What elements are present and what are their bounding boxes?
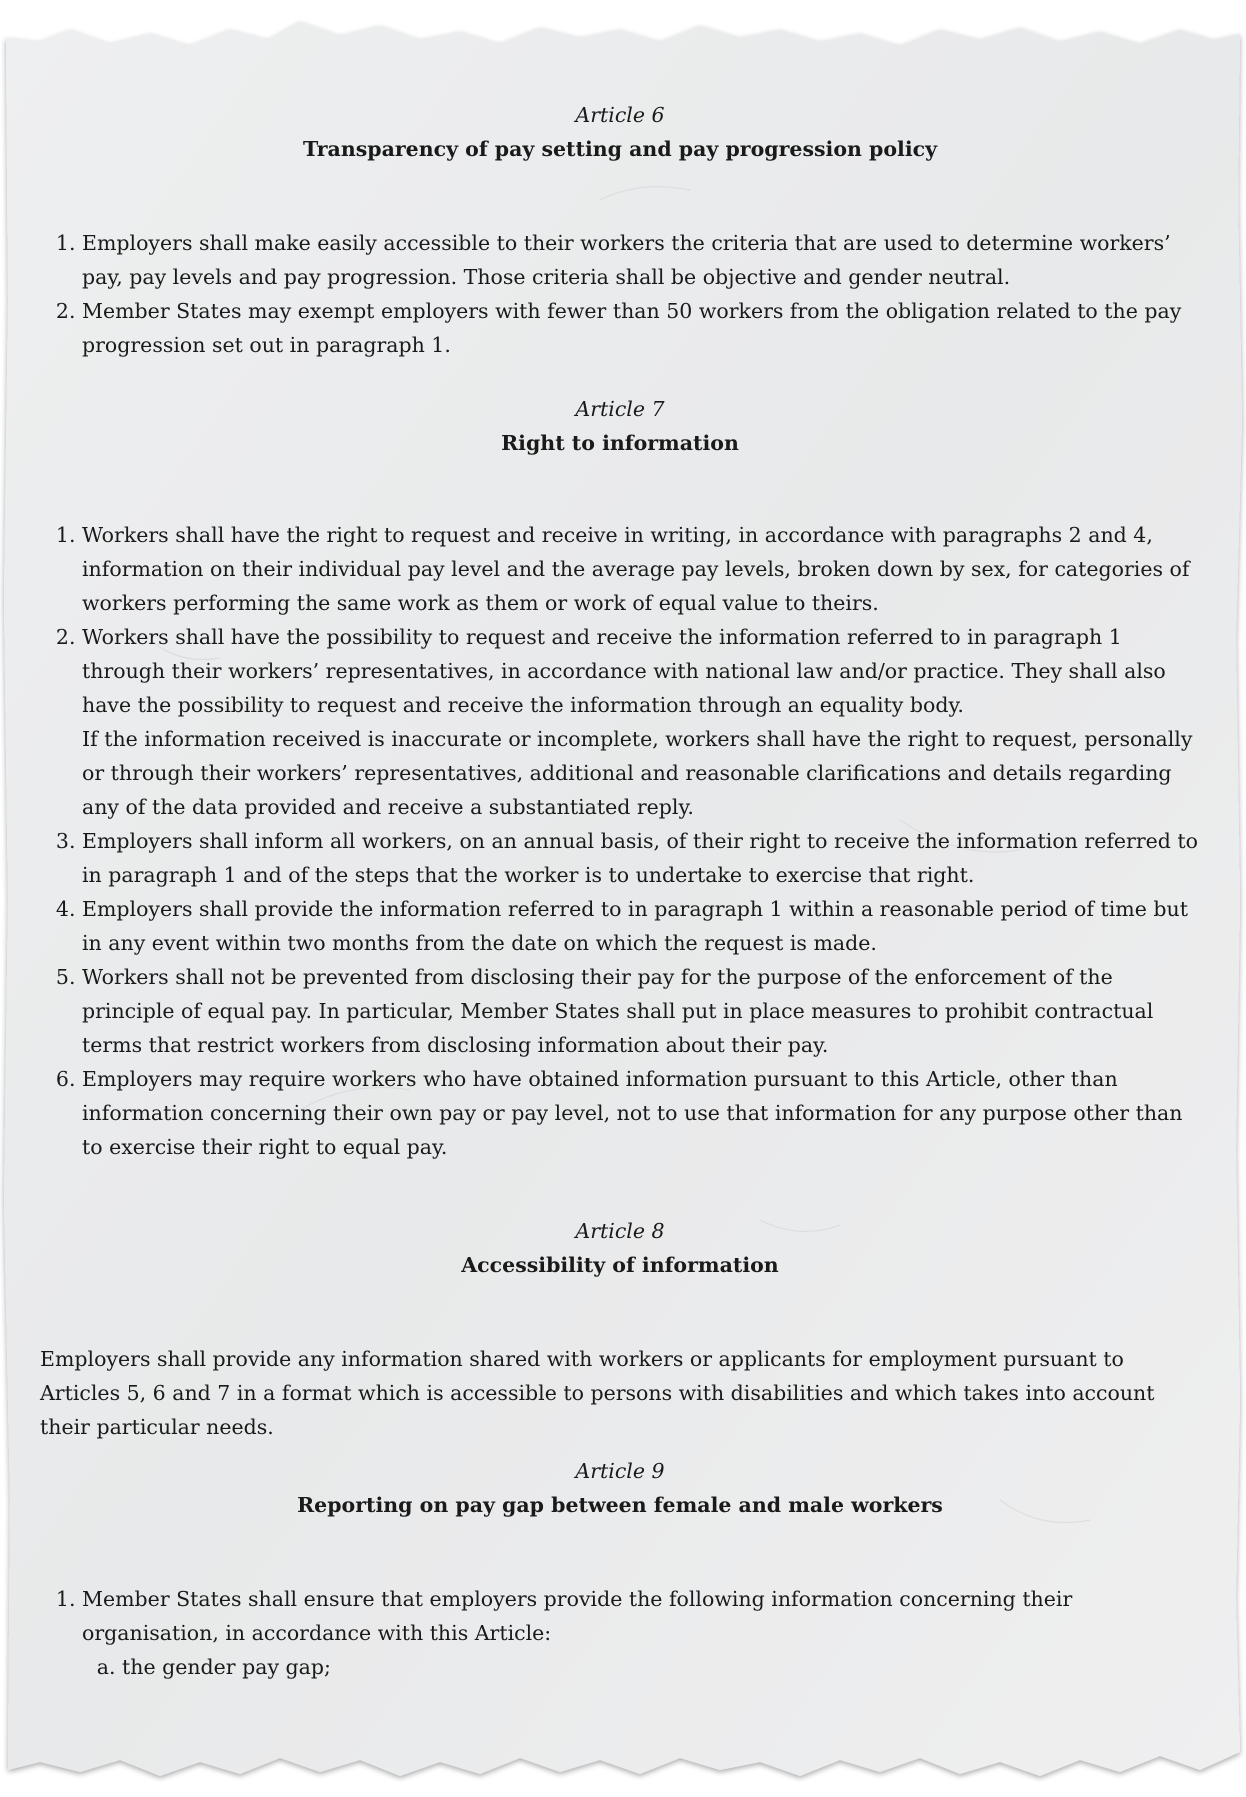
article-title: Accessibility of information (461, 1253, 779, 1277)
sub-item-list (82, 1650, 1200, 1684)
article-9 (40, 1454, 1200, 1684)
paragraph-continuation: If the information received is inaccurate or incomplete, workers shall have the right to request, personally or through their workers’ representatives, additional and reasonable clarifications and details regarding any of the data provided and receive a substantiated reply. (82, 727, 1193, 819)
article-title: Transparency of pay setting and pay progression policy (302, 137, 938, 161)
article-paragraph-list (40, 1582, 1200, 1684)
list-item: 5. Workers shall not be prevented from disclosing their pay for the purpose of the enforcement of the principle of equal pay. In particular, Member States shall put in place measures to prohibit contractual terms that restrict workers from disclosing information about their pay. (82, 960, 1200, 1062)
list-item: 1. Employers shall make easily accessible to their workers the criteria that are used to determine workers’ pay, pay levels and pay progression. Those criteria shall be objective and gender neutral. (82, 226, 1200, 294)
paragraph-text: Workers shall have the possibility to request and receive the information referred to in paragraph 1 through their workers’ representatives, in accordance with national law and/or practice. They shall also have the possibility to request and receive the information through an equality body. (82, 625, 1166, 717)
article-number: Article 9 (575, 1459, 665, 1483)
article-number: Article 6 (575, 103, 665, 127)
article-paragraph-list (40, 518, 1200, 1164)
paragraph-text: Member States shall ensure that employers provide the following information concerning their organisation, in accordance with this Article: (82, 1587, 1073, 1645)
article-title: Right to information (501, 431, 739, 455)
article-8 (40, 1214, 1200, 1444)
article-title: Reporting on pay gap between female and male workers (297, 1493, 943, 1517)
list-item (82, 620, 1200, 824)
list-item (82, 1582, 1200, 1684)
document-content (40, 98, 1200, 1684)
list-item: 1. Workers shall have the right to request and receive in writing, in accordance with paragraphs 2 and 4, information on their individual pay level and the average pay levels, broken down by sex, for categories of workers performing the same work as them or work of equal value to theirs. (82, 518, 1200, 620)
article-number: Article 8 (575, 1219, 665, 1243)
list-item: 6. Employers may require workers who have obtained information pursuant to this Article, other than information concerning their own pay or pay level, not to use that information for any purpose other than to exercise their right to equal pay. (82, 1062, 1200, 1164)
sub-list-item: a. the gender pay gap; (122, 1650, 1200, 1684)
article-number: Article 7 (575, 397, 665, 421)
list-item: 4. Employers shall provide the information referred to in paragraph 1 within a reasonable period of time but in any event within two months from the date on which the request is made. (82, 892, 1200, 960)
article-body: Employers shall provide any information shared with workers or applicants for employment pursuant to Articles 5, 6 and 7 in a format which is accessible to persons with disabilities and which takes into account their particular needs. (40, 1347, 1155, 1439)
article-7 (40, 392, 1200, 1164)
list-item: 3. Employers shall inform all workers, on an annual basis, of their right to receive the information referred to in paragraph 1 and of the steps that the worker is to undertake to exercise that right. (82, 824, 1200, 892)
article-paragraph-list (40, 226, 1200, 362)
list-item: 2. Member States may exempt employers with fewer than 50 workers from the obligation related to the pay progression set out in paragraph 1. (82, 294, 1200, 362)
article-6 (40, 98, 1200, 362)
